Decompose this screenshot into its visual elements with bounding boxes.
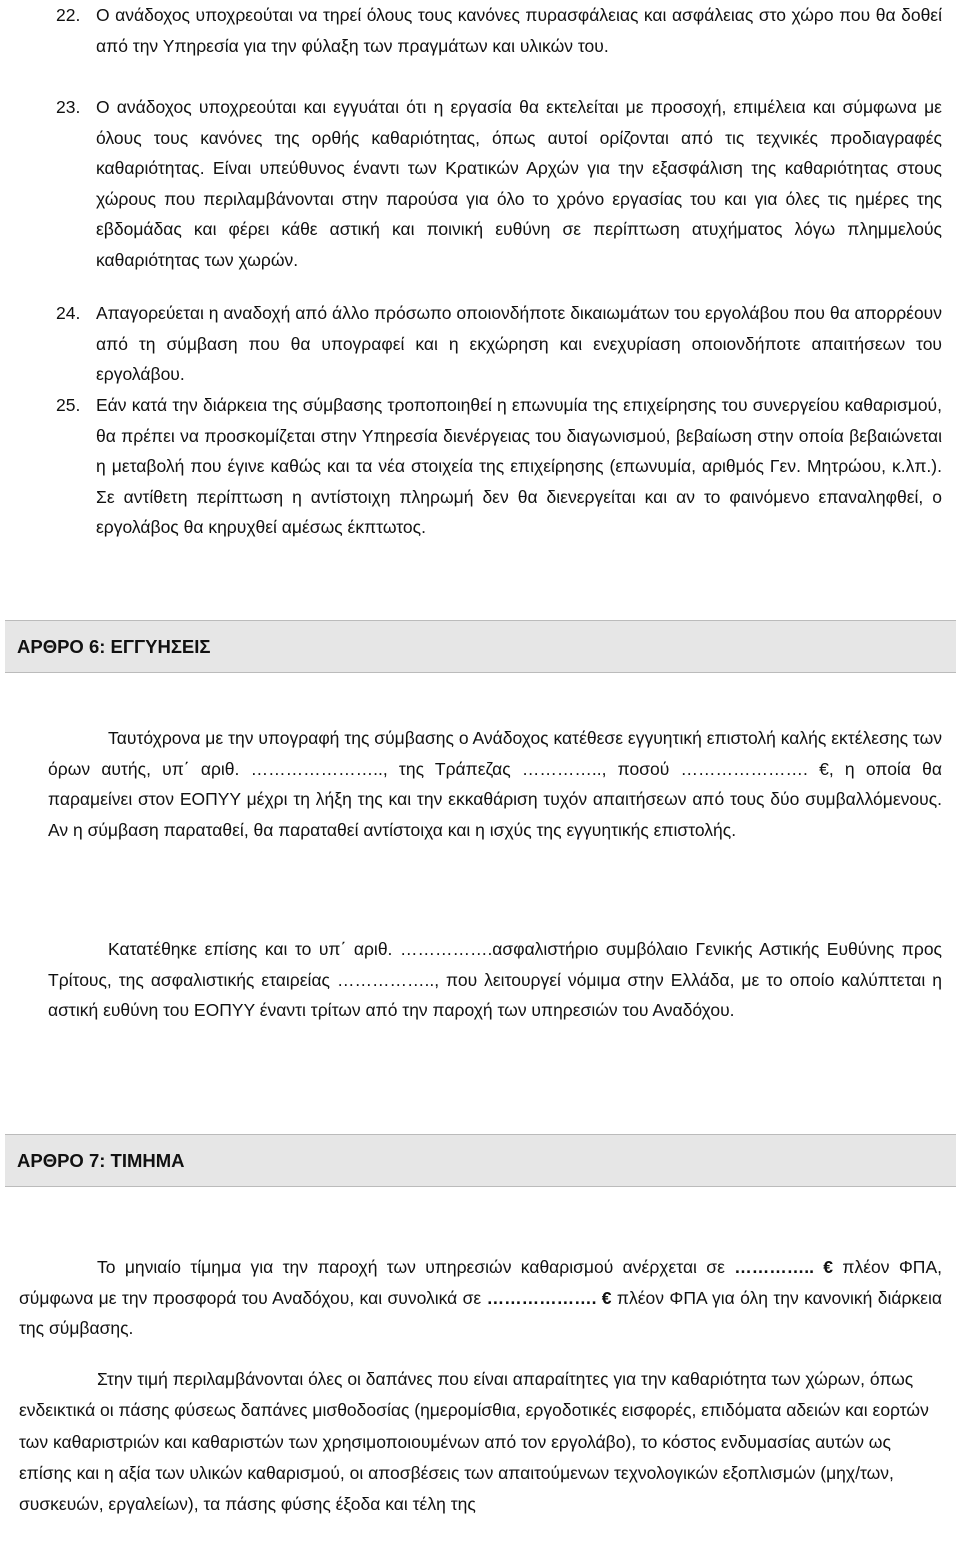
price-middle-text: πλέον ΦΠΑ, σύμφωνα με την προσφορά του Αναδόχου, και συνολικά σε [19, 1257, 942, 1308]
article-6-paragraph-2: Κατατέθηκε επίσης και το υπ΄ αριθ. …………….ασφαλιστήριο συμβόλαιο Γενικής Αστικής Ευθύνης προς Τρίτους, της ασφαλιστικής εταιρείας …………….., που λειτουργεί νόμιμα στην Ελλάδα, με το οποίο καλύπτεται η αστική ευθύνη του ΕΟΠΥΥ έναντι τρίτων από την παροχή των υπηρεσιών του Αναδόχου. [48, 939, 942, 1020]
list-item-24 [56, 298, 942, 390]
total-price-blank: ………………. € [486, 1287, 612, 1308]
item-number: 24. [56, 303, 81, 323]
item-text: Ο ανάδοχος υποχρεούται να τηρεί όλους τους κανόνες πυρασφάλειας και ασφάλειας στο χώρο που θα δοθεί από την Υπηρεσία για την φύλαξη των πραγμάτων και υλικών του. [96, 5, 942, 56]
list-item-23 [56, 92, 942, 276]
list-item-22 [56, 0, 942, 61]
item-number: 25. [56, 395, 81, 415]
price-intro-text: Το μηνιαίο τίμημα για την παροχή των υπηρεσιών καθαρισμού ανέρχεται σε [97, 1257, 725, 1277]
article-7-paragraph-2: Στην τιμή περιλαμβάνονται όλες οι δαπάνες που είναι απαραίτητες για την καθαριότητα των χώρων, όπως ενδεικτικά οι πάσης φύσεως δαπάνες μισθοδοσίας (ημερομίσθια, εργοδοτικές εισφορές, επιδόματα αδειών και εορτών των καθαριστριών και καθαριστών των χρησιμοποιουμένων από τον εργολάβο), το κόστος ενδυμασίας αυτών ως επίσης και η αξία των υλικών καθαρισμού, οι αποσβέσεις των απαιτούμενων τεχνολογικών εξοπλισμών (μηχ/των, συσκευών, εργαλείων), τα πάσης φύσης έξοδα και τέλη της [19, 1369, 929, 1515]
item-number: 23. [56, 97, 81, 117]
article-6-title: ΑΡΘΡΟ 6: ΕΓΓΥΗΣΕΙΣ [17, 635, 211, 657]
item-text: Απαγορεύεται η αναδοχή από άλλο πρόσωπο οποιονδήποτε δικαιωμάτων του εργολάβου που θα απορρέουν από τη σύμβαση που θα υπογραφεί και η εκχώρηση και ενεχυρίαση οποιονδήποτε απαιτήσεων του εργολάβου. [96, 303, 942, 385]
article-6-paragraph-1: Ταυτόχρονα με την υπογραφή της σύμβασης ο Ανάδοχος κατέθεσε εγγυητική επιστολή καλής εκτέλεσης των όρων αυτής, υπ΄ αριθ. ………………….., της Τράπεζας ………….., ποσού …………………. €, η οποία θα παραμείνει στον ΕΟΠΥΥ μέχρι τη λήξη της και την εκκαθάριση τυχόν απαιτήσεων από τους δύο συμβαλλόμενους. Αν η σύμβαση παραταθεί, θα παραταθεί αντίστοιχα και η ισχύς της εγγυητικής επιστολής. [48, 728, 942, 840]
item-number: 22. [56, 5, 81, 25]
item-text: Εάν κατά την διάρκεια της σύμβασης τροποποιηθεί η επωνυμία της επιχείρησης του συνεργείου καθαρισμού, θα πρέπει να προσκομίζεται στην Υπηρεσία διενέργειας του διαγωνισμού, βεβαίωση στην οποία βεβαιώνεται η μεταβολή που έγινε καθώς και τα νέα στοιχεία της επιχείρησης (επωνυμία, αριθμός Γεν. Μητρώου, κ.λπ.). Σε αντίθετη περίπτωση η αντίστοιχη πληρωμή δεν θα διενεργείται και αν το φαινόμενο επαναληφθεί, ο εργολάβος θα κηρυχθεί αμέσως έκπτωτος. [96, 395, 942, 538]
monthly-price-blank: ………….. € [734, 1257, 834, 1277]
article-7-heading [5, 1134, 956, 1187]
list-item-25 [56, 390, 942, 543]
article-7-title: ΑΡΘΡΟ 7: ΤΙΜΗΜΑ [17, 1149, 185, 1171]
item-text: Ο ανάδοχος υποχρεούται και εγγυάται ότι η εργασία θα εκτελείται με προσοχή, επιμέλεια και σύμφωνα με όλους τους κανόνες της ορθής καθαριότητας, όπως αυτοί ορίζονται από τις τεχνικές προδιαγραφές καθαριότητας. Είναι υπεύθυνος έναντι των Κρατικών Αρχών για την εξασφάλιση της καθαριότητας στους χώρους που περιλαμβάνονται στην παρούσα για όλο το χρόνο εργασίας του και για όλες τις ημέρες της εβδομάδας και φέρει κάθε αστική και ποινική ευθύνη σε περίπτωση ατυχήματος λόγω πλημμελούς καθαριότητας των χωρών. [96, 97, 942, 270]
article-7-paragraph-1 [19, 1252, 942, 1344]
article-6-heading [5, 620, 956, 673]
price-end-text: πλέον ΦΠΑ για όλη την κανονική διάρκεια της σύμβασης. [19, 1287, 942, 1338]
